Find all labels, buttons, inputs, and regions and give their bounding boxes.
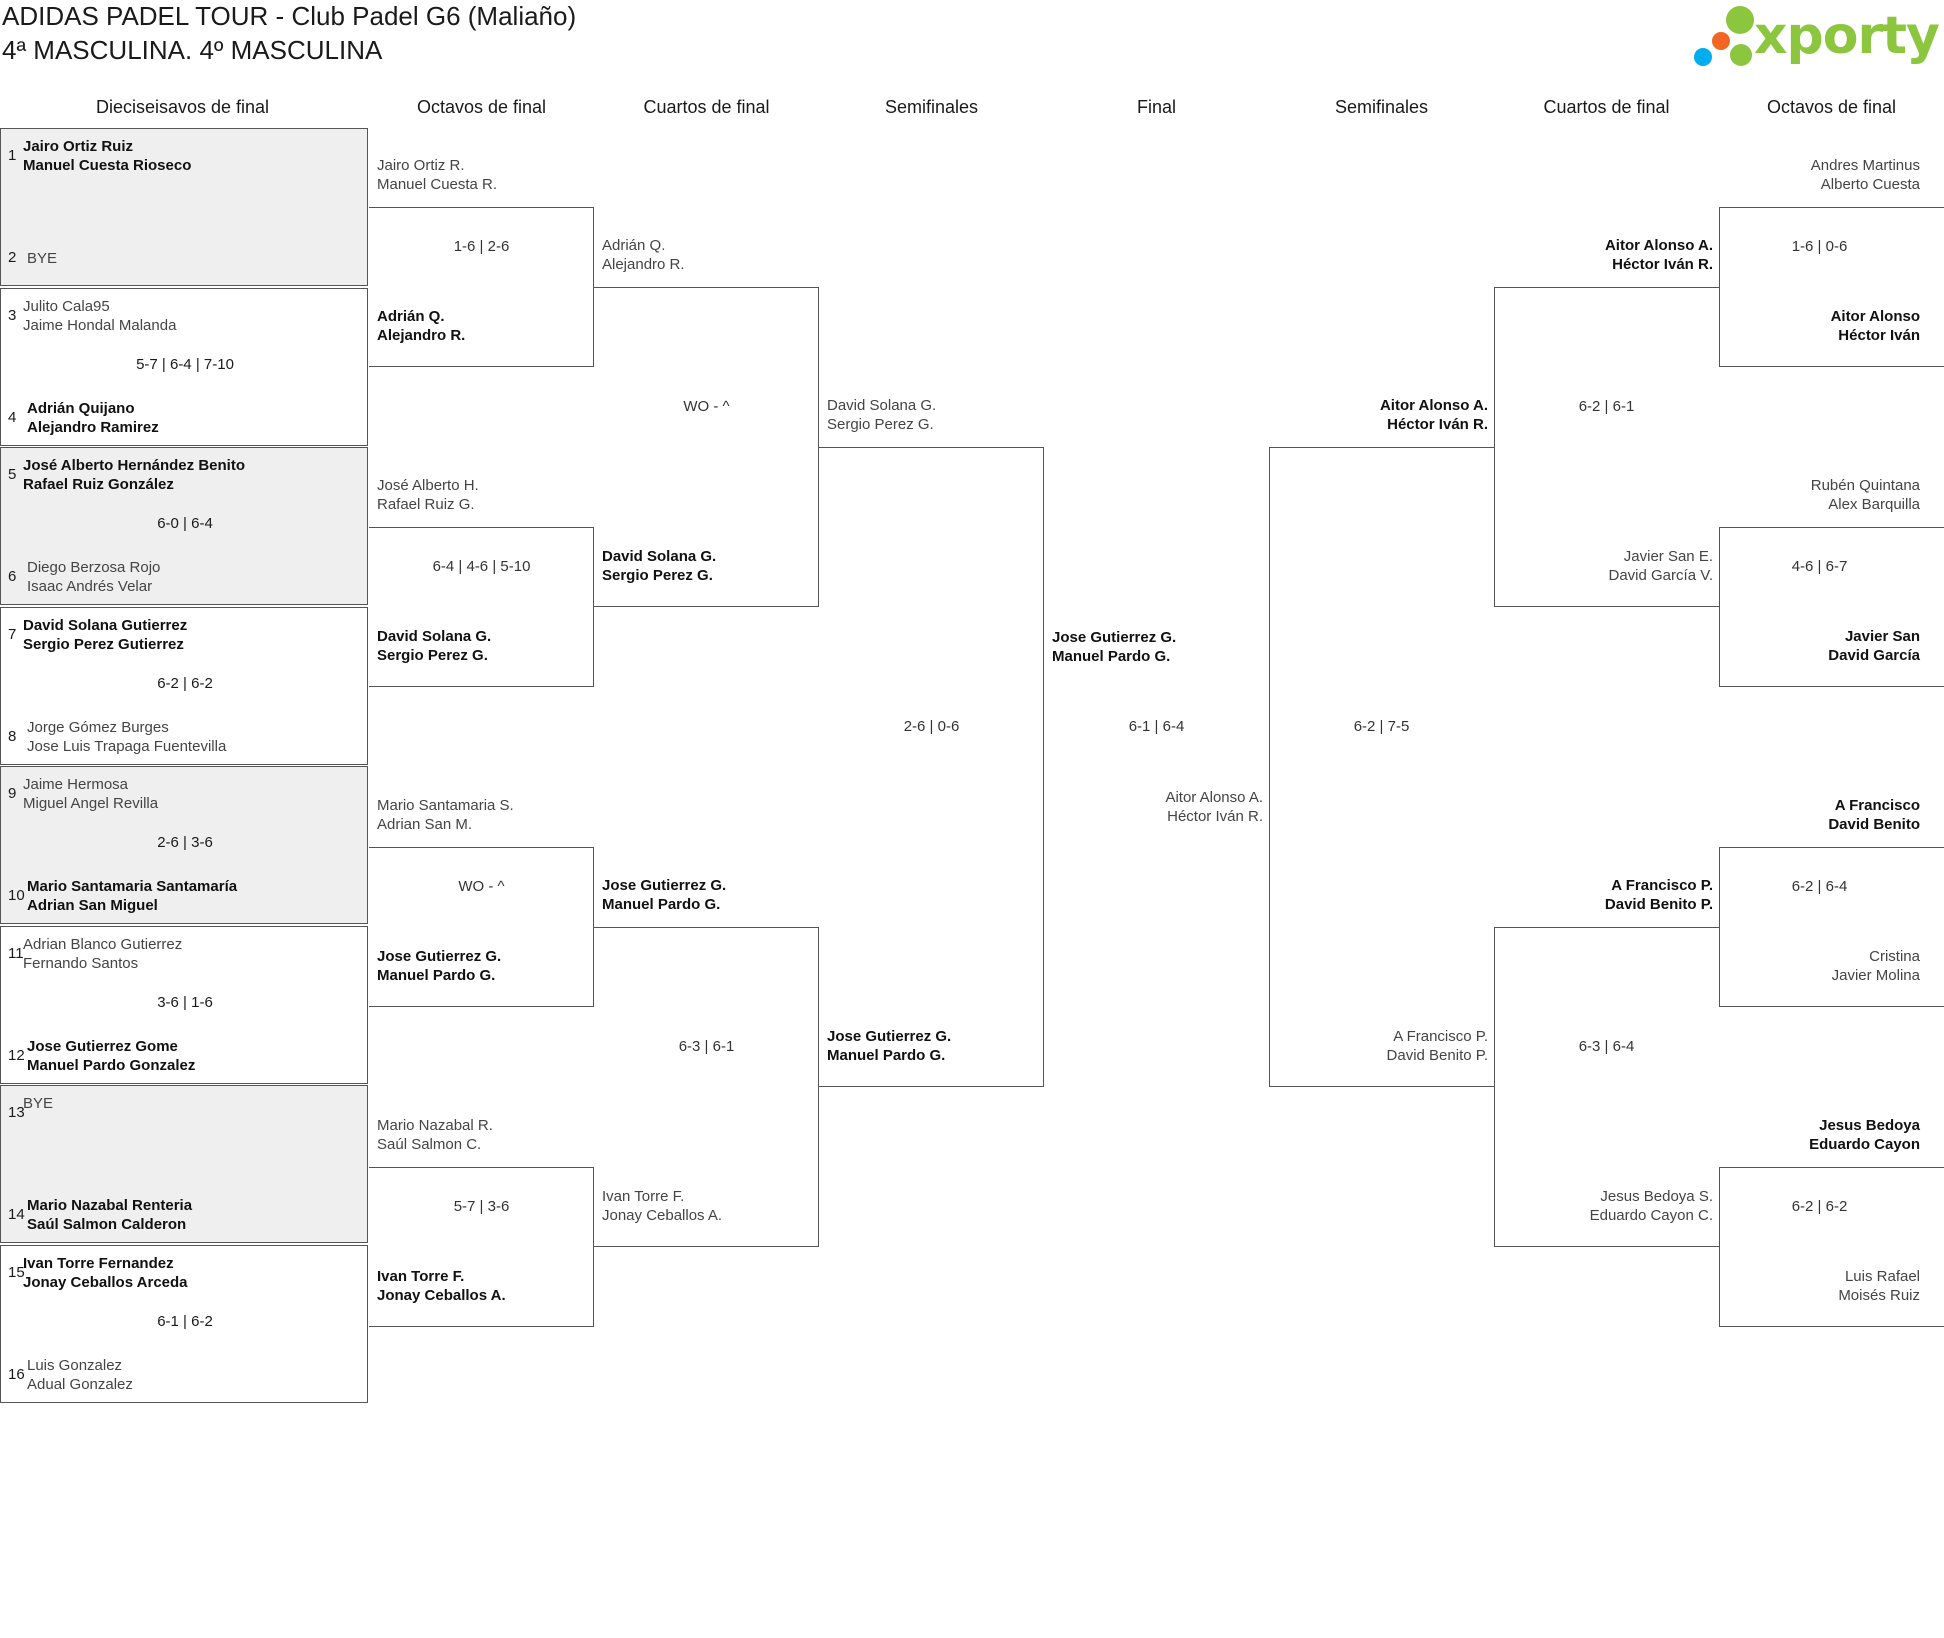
team-label: [1494, 876, 1713, 914]
match-score: 6-2 | 7-5: [1353, 718, 1410, 735]
player-name: Jairo Ortiz Ruiz: [23, 138, 134, 155]
match-box: [0, 288, 368, 446]
team-label: [377, 307, 577, 345]
team-label: [1052, 628, 1252, 666]
match-box: [0, 926, 368, 1084]
player-name: Héctor Iván: [1838, 327, 1920, 344]
team-label: [1719, 1267, 1920, 1305]
seed-number: 3: [8, 306, 17, 324]
match-box: [0, 447, 368, 605]
player-name: Manuel Pardo G.: [602, 896, 721, 913]
player-name: Saúl Salmon C.: [377, 1136, 482, 1153]
player-name: BYE: [27, 250, 58, 267]
round-header: Dieciseisavos de final: [95, 97, 270, 117]
team-label: [377, 947, 577, 985]
seed-number: 8: [8, 727, 17, 745]
seed-number: 2: [8, 249, 17, 266]
player-name: Sergio Perez G.: [602, 567, 713, 584]
team-label: [1719, 796, 1920, 834]
player-name: Alberto Cuesta: [1820, 176, 1920, 193]
player-name: Manuel Pardo G.: [1052, 648, 1171, 665]
team-label: [377, 796, 577, 834]
player-name: Aitor Alonso A.: [1379, 397, 1488, 414]
seed-number: 14: [8, 1206, 25, 1223]
player-name: Luis Gonzalez: [27, 1356, 123, 1374]
player-name: Diego Berzosa Rojo: [27, 559, 161, 576]
seed-number: 5: [8, 466, 17, 483]
round-header: Semifinales: [884, 97, 979, 117]
team-label: [1719, 307, 1920, 345]
match-score: 6-0 | 6-4: [157, 515, 213, 532]
team-label: [602, 547, 802, 585]
player-name: David Benito P.: [1604, 896, 1713, 913]
player-name: Jose Gutierrez G.: [827, 1028, 952, 1045]
seed-number: 7: [8, 625, 17, 643]
round-header: Semifinales: [1334, 97, 1429, 117]
match-box: [0, 1085, 368, 1243]
player-name: David Solana Gutierrez: [23, 616, 188, 634]
team-label: [1719, 156, 1920, 194]
logo-dot-icon: [1712, 32, 1730, 50]
match-box: [0, 607, 368, 765]
player-name: David Solana G.: [827, 397, 937, 414]
team-label: [1494, 236, 1713, 274]
seed-number: 9: [8, 785, 17, 802]
match-score: 3-6 | 1-6: [157, 993, 213, 1011]
player-name: Héctor Iván R.: [1612, 256, 1713, 273]
match-score: 4-6 | 6-7: [1791, 558, 1848, 575]
logo-text: xporty: [1754, 6, 1939, 66]
xporty-logo: [1690, 2, 1939, 72]
team-label: [1719, 947, 1920, 985]
player-name: Jaime Hondal Malanda: [23, 316, 177, 334]
team-label: [1494, 547, 1713, 585]
player-name: Julito Cala95: [23, 297, 110, 315]
player-name: Manuel Pardo G.: [377, 967, 496, 984]
player-name: A Francisco: [1834, 797, 1920, 814]
category-title: 4ª MASCULINA. 4º MASCULINA: [2, 35, 383, 65]
player-name: Aitor Alonso A.: [1604, 237, 1713, 254]
player-name: Ivan Torre F.: [602, 1188, 685, 1205]
player-name: Jorge Gómez Burges: [27, 718, 169, 736]
logo-dot-icon: [1694, 48, 1712, 66]
round-header: Final: [1136, 97, 1176, 117]
player-name: Javier Molina: [1831, 967, 1920, 984]
player-name: Jesus Bedoya: [1819, 1117, 1920, 1134]
player-name: Adrian San Miguel: [27, 897, 158, 914]
match-box: [0, 128, 368, 286]
match-score: 6-2 | 6-2: [1791, 1198, 1848, 1215]
player-name: Cristina: [1869, 948, 1920, 965]
player-name: Manuel Pardo Gonzalez: [27, 1056, 196, 1074]
player-name: Héctor Iván R.: [1167, 808, 1263, 825]
player-name: Ivan Torre F.: [377, 1268, 465, 1285]
player-name: Jose Gutierrez G.: [602, 877, 727, 894]
player-name: Rubén Quintana: [1810, 477, 1920, 494]
match-score: 5-7 | 3-6: [453, 1198, 510, 1215]
seed-number: 12: [8, 1046, 25, 1064]
team-label: [827, 396, 1027, 434]
player-name: Eduardo Cayon: [1809, 1136, 1920, 1153]
player-name: Jonay Ceballos A.: [602, 1207, 723, 1224]
player-name: Mario Nazabal Renteria: [27, 1197, 193, 1214]
team-label: [377, 627, 577, 665]
team-label: [602, 236, 802, 274]
match-score: 6-2 | 6-1: [1578, 398, 1635, 415]
match-score: WO - ^: [458, 878, 505, 895]
player-name: Eduardo Cayon C.: [1589, 1207, 1713, 1224]
seed-number: 1: [8, 147, 17, 164]
player-name: Isaac Andrés Velar: [27, 578, 153, 595]
seed-number: 11: [8, 944, 24, 962]
player-name: Mario Santamaria Santamaría: [27, 878, 238, 895]
team-label: [1494, 1187, 1713, 1225]
match-score: 1-6 | 2-6: [453, 238, 510, 255]
match-score: 5-7 | 6-4 | 7-10: [136, 355, 234, 373]
player-name: José Alberto Hernández Benito: [23, 457, 245, 474]
player-name: David Benito: [1828, 816, 1920, 833]
player-name: Jairo Ortiz R.: [377, 157, 465, 174]
player-name: Jose Gutierrez G.: [1052, 629, 1177, 646]
player-name: Sergio Perez G.: [377, 647, 488, 664]
seed-number: 6: [8, 568, 17, 585]
match-score: 1-6 | 0-6: [1791, 238, 1848, 255]
player-name: Alejandro R.: [602, 256, 685, 273]
team-label: [602, 1187, 802, 1225]
team-label: [377, 1116, 577, 1154]
match-score: 6-3 | 6-4: [1578, 1038, 1635, 1055]
player-name: Ivan Torre Fernandez: [23, 1254, 174, 1272]
player-name: Manuel Pardo G.: [827, 1047, 946, 1064]
round-header: Octavos de final: [416, 97, 547, 117]
match-score: 6-2 | 6-2: [157, 674, 213, 692]
match-score: 6-3 | 6-1: [678, 1038, 735, 1055]
team-label: [1719, 1116, 1920, 1154]
player-name: Fernando Santos: [23, 954, 139, 972]
player-name: A Francisco P.: [1611, 877, 1713, 894]
match-score: 6-1 | 6-4: [1128, 718, 1185, 735]
bracket-connector: [1269, 447, 1494, 1087]
player-name: Saúl Salmon Calderon: [27, 1216, 187, 1233]
player-name: Moisés Ruiz: [1838, 1287, 1920, 1304]
team-label: [377, 156, 577, 194]
match-score: 6-1 | 6-2: [157, 1312, 213, 1330]
player-name: Alex Barquilla: [1828, 496, 1920, 513]
player-name: David Solana G.: [602, 548, 717, 565]
player-name: Jose Gutierrez Gome: [27, 1037, 178, 1055]
player-name: Adual Gonzalez: [27, 1375, 133, 1393]
player-name: Manuel Cuesta Rioseco: [23, 157, 192, 174]
team-label: [827, 1027, 1027, 1065]
player-name: Manuel Cuesta R.: [377, 176, 498, 193]
player-name: David Solana G.: [377, 628, 492, 645]
match-box: [0, 766, 368, 924]
round-header: Cuartos de final: [1543, 97, 1670, 117]
player-name: Jonay Ceballos Arceda: [23, 1273, 188, 1291]
player-name: Adrián Quijano: [27, 399, 135, 417]
seed-number: 4: [8, 408, 17, 426]
player-name: Andres Martinus: [1810, 157, 1920, 174]
match-score: 2-6 | 0-6: [903, 718, 960, 735]
player-name: Jose Gutierrez G.: [377, 948, 502, 965]
tournament-title: ADIDAS PADEL TOUR - Club Padel G6 (Maliaño): [2, 1, 577, 31]
player-name: A Francisco P.: [1393, 1028, 1488, 1045]
player-name: Luis Rafael: [1844, 1268, 1920, 1285]
player-name: Jose Luis Trapaga Fuentevilla: [27, 737, 227, 755]
player-name: Rafael Ruiz G.: [377, 496, 475, 513]
match-score: 6-4 | 4-6 | 5-10: [432, 558, 531, 575]
player-name: BYE: [23, 1095, 54, 1112]
team-label: [1044, 788, 1263, 826]
player-name: Alejandro R.: [377, 327, 466, 344]
player-name: Adrián Q.: [602, 237, 666, 254]
match-score: 2-6 | 3-6: [157, 834, 213, 851]
player-name: David Benito P.: [1386, 1047, 1488, 1064]
seed-number: 13: [8, 1104, 25, 1121]
team-label: [602, 876, 802, 914]
player-name: Sergio Perez Gutierrez: [23, 635, 184, 653]
match-score: WO - ^: [683, 398, 730, 415]
player-name: José Alberto H.: [377, 477, 479, 494]
logo-dot-icon: [1726, 6, 1754, 34]
player-name: Aitor Alonso A.: [1165, 789, 1263, 806]
logo-dot-icon: [1730, 44, 1752, 66]
player-name: Jaime Hermosa: [23, 776, 129, 793]
seed-number: 16: [8, 1365, 25, 1383]
team-label: [1719, 476, 1920, 514]
seed-number: 15: [8, 1263, 25, 1281]
match-box: [0, 1245, 368, 1403]
player-name: Adrian Blanco Gutierrez: [23, 935, 183, 953]
seed-number: 10: [8, 887, 25, 904]
player-name: Javier San E.: [1623, 548, 1713, 565]
player-name: Javier San: [1844, 628, 1920, 645]
round-header: Octavos de final: [1766, 97, 1897, 117]
player-name: Adrián Q.: [377, 308, 445, 325]
round-header: Cuartos de final: [643, 97, 770, 117]
team-label: [377, 476, 577, 514]
player-name: Mario Santamaria S.: [377, 797, 514, 814]
team-label: [1269, 1027, 1488, 1065]
player-name: Miguel Angel Revilla: [23, 795, 159, 812]
player-name: Jesus Bedoya S.: [1600, 1188, 1713, 1205]
player-name: Rafael Ruiz González: [23, 476, 174, 493]
player-name: Héctor Iván R.: [1387, 416, 1488, 433]
player-name: Sergio Perez G.: [827, 416, 934, 433]
player-name: Aitor Alonso: [1830, 308, 1920, 325]
team-label: [1719, 627, 1920, 665]
player-name: Mario Nazabal R.: [377, 1117, 493, 1134]
team-label: [377, 1267, 577, 1305]
team-label: [1269, 396, 1488, 434]
player-name: Alejandro Ramirez: [27, 418, 159, 436]
match-score: 6-2 | 6-4: [1791, 878, 1848, 895]
bracket-connector: [819, 447, 1044, 1087]
player-name: Adrian San M.: [377, 816, 473, 833]
player-name: David García V.: [1608, 567, 1713, 584]
player-name: David García: [1828, 647, 1920, 664]
player-name: Jonay Ceballos A.: [377, 1287, 506, 1304]
